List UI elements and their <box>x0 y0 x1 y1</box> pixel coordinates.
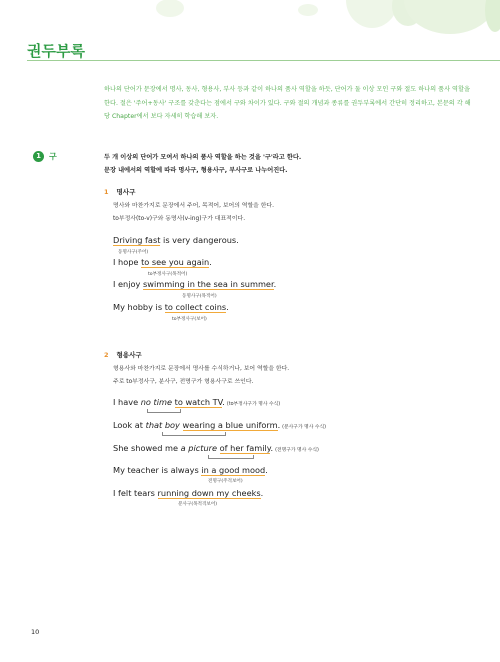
modifier-arrow <box>162 432 226 436</box>
section-number-badge: 1 <box>33 151 44 162</box>
highlighted-phrase: running down my cheeks <box>157 488 261 498</box>
sentence-text: . <box>270 443 274 453</box>
highlighted-phrase: of her family <box>219 443 271 453</box>
phrase-label: to부정사구(보어) <box>172 317 207 322</box>
phrase-label: to부정사구(목적어) <box>148 272 188 277</box>
phrase-label: (분사구가 명사 수식) <box>282 425 327 430</box>
section-description <box>104 151 444 177</box>
page-number: 10 <box>31 628 40 636</box>
example-sentence <box>113 397 280 407</box>
subsection-number: 2 <box>104 351 109 359</box>
example-sentence <box>113 279 276 289</box>
example-sentence <box>113 465 268 475</box>
sentence-text: . <box>277 420 281 430</box>
sentence-text: I enjoy <box>113 279 143 289</box>
sentence-text: I hope <box>113 257 142 267</box>
modified-noun: a picture <box>180 443 218 453</box>
subsection-heading-text: 형용사구 <box>116 351 142 359</box>
sentence-text: She showed me <box>113 443 181 453</box>
sentence-text: . <box>265 465 268 475</box>
subsection-description <box>113 363 443 389</box>
page-title: 권두부록 <box>27 42 85 60</box>
sentence-text: . <box>273 279 277 289</box>
highlighted-phrase: swimming in the sea in summer <box>142 279 274 289</box>
sentence-text: I felt tears <box>113 488 158 498</box>
example-sentence <box>113 235 239 245</box>
desc-line: 명사와 마찬가지로 문장에서 주어, 목적어, 보어의 역할을 한다. <box>113 203 274 209</box>
sentence-text: . <box>260 488 264 498</box>
sentence-text: . <box>226 302 229 312</box>
sentence-text: Look at <box>113 420 146 430</box>
section-desc-line: 두 개 이상의 단어가 모여서 하나의 품사 역할을 하는 것을 '구'라고 한다. <box>104 154 302 161</box>
example-sentence <box>113 257 212 267</box>
sentence-text: is very dangerous. <box>160 235 239 245</box>
example-sentence <box>113 302 229 312</box>
highlighted-phrase: in a good mood <box>201 465 266 475</box>
example-sentence <box>113 488 263 498</box>
subsection-heading-adjective-phrase <box>104 350 142 359</box>
subsection-heading-noun-phrase <box>104 187 135 196</box>
highlighted-phrase: to collect coins <box>164 302 227 312</box>
highlighted-phrase: to see you again <box>141 257 210 267</box>
sentence-text: . <box>222 397 225 407</box>
title-divider <box>27 60 500 61</box>
leaf-decoration-icon <box>0 0 500 40</box>
modifier-arrow <box>147 409 181 413</box>
subsection-description <box>113 200 443 226</box>
section-desc-line: 문장 내에서의 역할에 따라 명사구, 형용사구, 부사구로 나누어진다. <box>104 167 288 174</box>
highlighted-phrase: Driving fast <box>113 235 161 245</box>
example-sentence <box>113 443 319 453</box>
sentence-text: . <box>209 257 212 267</box>
subsection-number: 1 <box>104 188 109 196</box>
sentence-text: My hobby is <box>113 302 165 312</box>
subsection-heading-text: 명사구 <box>116 188 136 196</box>
phrase-label: 전명구(주격보어) <box>208 479 243 484</box>
intro-paragraph: 하나의 단어가 문장에서 명사, 동사, 형용사, 부사 등과 같이 하나의 품사 역할을 하듯, 단어가 둘 이상 모인 구와 절도 하나의 품사 역할을 한다. 절은 '주어+동사' 구조를 갖춘다는 점에서 구와 차이가 있다. 구와 절의 개념과 종류를 권두부록에서 간단히 정리하고, 본문의 각 해당 Chapter에서 보다 자세히 학습해 보자. <box>104 86 471 120</box>
highlighted-phrase: wearing a blue uniform <box>182 420 278 430</box>
desc-line: 주로 to부정사구, 분사구, 전명구가 형용사구로 쓰인다. <box>113 379 254 385</box>
section-title: 구 <box>49 152 57 161</box>
phrase-label: 분사구(목적격보어) <box>178 502 218 507</box>
desc-line: 형용사와 마찬가지로 문장에서 명사를 수식하거나, 보어 역할을 한다. <box>113 366 290 372</box>
modified-noun: no time <box>140 397 173 407</box>
phrase-label: 동명사구(주어) <box>118 250 149 255</box>
desc-line: to부정사(to-v)구와 동명사(v-ing)구가 대표적이다. <box>113 216 246 222</box>
modifier-arrow <box>208 455 254 459</box>
phrase-label: (to부정사구가 명사 수식) <box>226 402 281 407</box>
modified-noun: that boy <box>145 420 180 430</box>
highlighted-phrase: to watch TV <box>174 397 223 407</box>
phrase-label: 동명사구(목적어) <box>182 294 217 299</box>
example-sentence <box>113 420 326 430</box>
phrase-label: (전명구가 명사 수식) <box>275 448 319 453</box>
sentence-text: I have <box>113 397 141 407</box>
sentence-text: My teacher is always <box>113 465 202 475</box>
